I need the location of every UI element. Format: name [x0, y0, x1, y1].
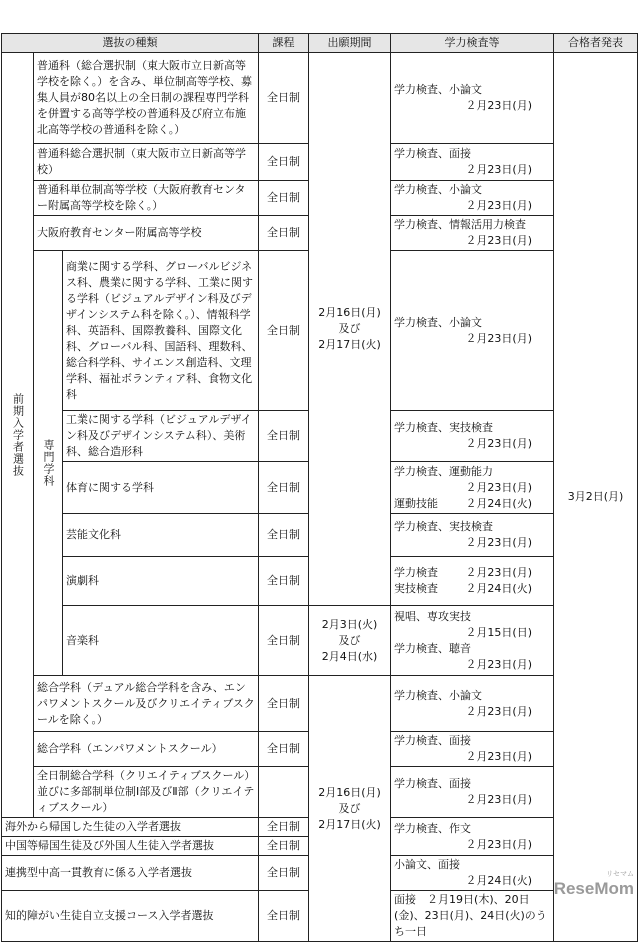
- exam-cell: 学力検査、面接 ２月23日(月): [391, 767, 554, 818]
- course: 全日制: [259, 53, 309, 144]
- course: 全日制: [259, 676, 309, 732]
- header-type: 選抜の種類: [2, 34, 259, 53]
- course: 全日制: [259, 606, 309, 676]
- group-label: 前期入学者選抜: [2, 53, 34, 818]
- course: 全日制: [259, 837, 309, 856]
- row-name: 音楽科: [63, 606, 259, 676]
- admission-schedule-table: [1, 33, 638, 942]
- course: 全日制: [259, 462, 309, 514]
- exam-cell: 学力検査、面接 ２月23日(月): [391, 732, 554, 767]
- row-name: 大阪府教育センター附属高等学校: [34, 216, 259, 251]
- row-name: 総合学科（エンパワメントスクール）: [34, 732, 259, 767]
- course: 全日制: [259, 514, 309, 557]
- exam-cell: 学力検査、作文 ２月23日(月): [391, 818, 554, 856]
- course: 全日制: [259, 216, 309, 251]
- course: 全日制: [259, 411, 309, 462]
- period-cell: 2月3日(火) 及び 2月4日(水): [309, 606, 391, 676]
- exam-cell: 学力検査、運動能力 ２月23日(月) 運動技能 ２月24日(火): [391, 462, 554, 514]
- row-name: 中国等帰国生徒及び外国人生徒入学者選抜: [2, 837, 259, 856]
- exam-cell: 学力検査、情報活用力検査 ２月23日(月): [391, 216, 554, 251]
- exam-cell: 学力検査、面接 ２月23日(月): [391, 144, 554, 181]
- row-name: 体育に関する学科: [63, 462, 259, 514]
- row-name: 普通科総合選択制（東大阪市立日新高等学校）: [34, 144, 259, 181]
- exam-cell: 学力検査、実技検査 ２月23日(月): [391, 514, 554, 557]
- header-announce: 合格者発表: [554, 34, 638, 53]
- announce-date: 3月2日(月): [554, 53, 638, 942]
- period-cell: 2月16日(月) 及び 2月17日(火): [309, 53, 391, 606]
- exam-cell: 学力検査、小論文 ２月23日(月): [391, 181, 554, 216]
- exam-cell: 学力検査、小論文 ２月23日(月): [391, 676, 554, 732]
- row-name: 全日制総合学科（クリエイティブスクール）並びに多部制単位制Ⅰ部及びⅡ部（クリエイティブスクール）: [34, 767, 259, 818]
- exam-cell: 学力検査、小論文 ２月23日(月): [391, 53, 554, 144]
- course: 全日制: [259, 891, 309, 942]
- header-course: 課程: [259, 34, 309, 53]
- subgroup-label: 専門学科: [34, 251, 63, 676]
- exam-cell: 面接 ２月19日(木)、20日(金)、23日(月)、24日(火)のうち一日: [391, 891, 554, 942]
- row-name: 連携型中高一貫教育に係る入学者選抜: [2, 856, 259, 891]
- course: 全日制: [259, 732, 309, 767]
- period-cell: 2月16日(月) 及び 2月17日(火): [309, 676, 391, 942]
- course: 全日制: [259, 144, 309, 181]
- resemom-logo: [553, 871, 634, 898]
- row-name: 総合学科（デュアル総合学科を含み、エンパワメントスクール及びクリエイティブスクールを除く。）: [34, 676, 259, 732]
- row-name: 海外から帰国した生徒の入学者選抜: [2, 818, 259, 837]
- header-exam: 学力検査等: [391, 34, 554, 53]
- row-name: 普通科（総合選択制（東大阪市立日新高等学校を除く。）を含み、単位制高等学校、募集人員が80名以上の全日制の課程専門学科を併置する高等学校の普通科及び府立布施北高等学校の普通科を除く。）: [34, 53, 259, 144]
- row-name: 知的障がい生徒自立支援コース入学者選抜: [2, 891, 259, 942]
- row-name: 商業に関する学科、グローバルビジネス科、農業に関する学科、工業に関する学科（ビジュアルデザイン科及びデザインシステム科を除く。）、情報科学科、英語科、国際教養科、国際文化科、グローバル科、国語科、理数科、総合科学科、サイエンス創造科、文理学科、福祉ボランティア科、食物文化科: [63, 251, 259, 411]
- header-period: 出願期間: [309, 34, 391, 53]
- logo-small-text: リセマム: [606, 871, 634, 878]
- course: 全日制: [259, 856, 309, 891]
- logo-text: ReseMom: [553, 879, 634, 898]
- course: 全日制: [259, 181, 309, 216]
- exam-cell: 視唱、専攻実技 ２月15日(日) 学力検査、聴音 ２月23日(月): [391, 606, 554, 676]
- course: 全日制: [259, 557, 309, 606]
- exam-cell: 小論文、面接 ２月24日(火): [391, 856, 554, 891]
- course: 全日制: [259, 251, 309, 411]
- row-name: 工業に関する学科（ビジュアルデザイン科及びデザインシステム科）、美術科、総合造形科: [63, 411, 259, 462]
- exam-cell: 学力検査、小論文 ２月23日(月): [391, 251, 554, 411]
- row-name: 演劇科: [63, 557, 259, 606]
- exam-cell: 学力検査、実技検査 ２月23日(月): [391, 411, 554, 462]
- row-name: 普通科単位制高等学校（大阪府教育センター附属高等学校を除く。）: [34, 181, 259, 216]
- row-name: 芸能文化科: [63, 514, 259, 557]
- course: 全日制: [259, 818, 309, 837]
- exam-cell: 学力検査 ２月23日(月) 実技検査 ２月24日(火): [391, 557, 554, 606]
